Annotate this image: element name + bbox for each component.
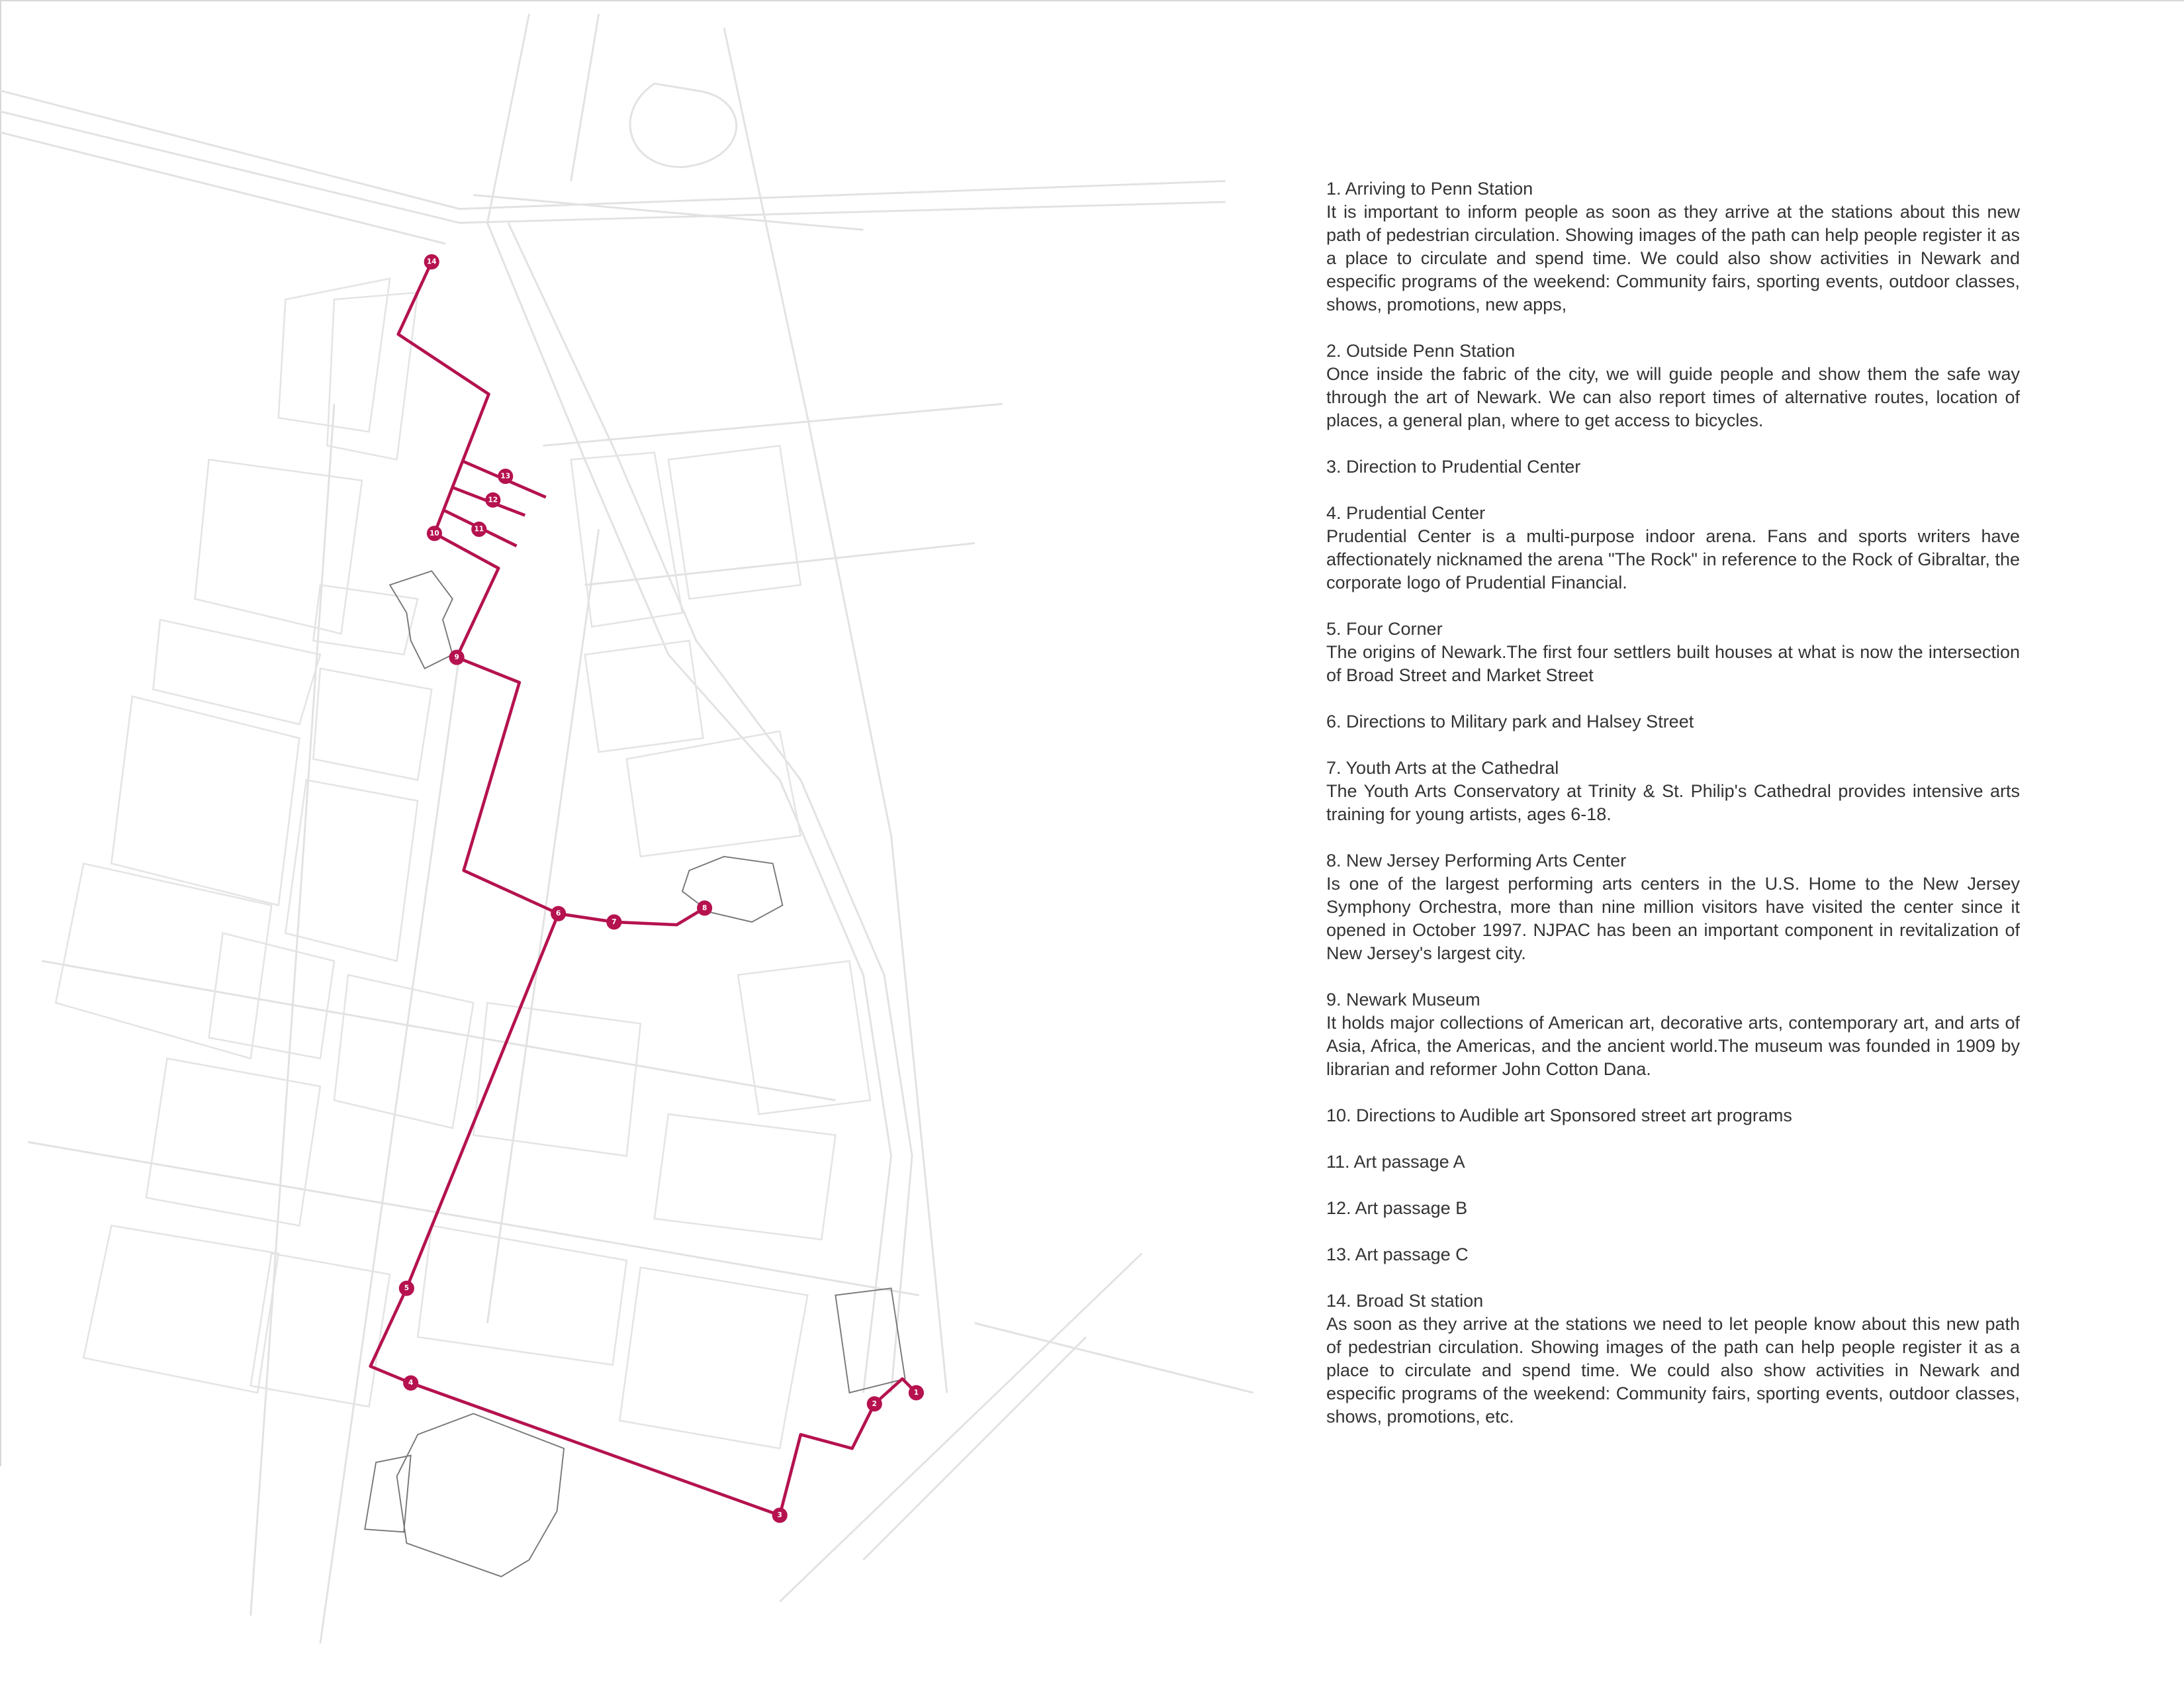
- svg-text:7: 7: [612, 917, 617, 926]
- marker-13[interactable]: [498, 469, 513, 484]
- entry-4: [1326, 502, 2020, 594]
- entry-title: 1. Arriving to Penn Station: [1326, 179, 1533, 199]
- svg-text:2: 2: [872, 1399, 877, 1408]
- entry-desc: The Youth Arts Conservatory at Trinity & St. Philip's Cathedral provides intensive arts training for young artists, ages 6-18.: [1326, 781, 2020, 824]
- marker-6[interactable]: [551, 906, 566, 921]
- entry-desc: Once inside the fabric of the city, we will guide people and show them the safe way through the art of Newark. We can also report times of alternative routes, location of places, a general plan, where to get access to bicycles.: [1326, 364, 2020, 430]
- marker-4[interactable]: [403, 1376, 418, 1391]
- entry-title: 13. Art passage C: [1326, 1244, 1469, 1264]
- entry-6: [1326, 710, 2020, 733]
- entry-title: 12. Art passage B: [1326, 1198, 1468, 1218]
- svg-text:3: 3: [777, 1511, 782, 1520]
- marker-5[interactable]: [399, 1281, 414, 1296]
- entry-13: [1326, 1243, 2020, 1266]
- svg-text:10: 10: [430, 529, 439, 538]
- street-network: [0, 14, 1253, 1644]
- marker-11[interactable]: [471, 522, 486, 537]
- entry-title: 5. Four Corner: [1326, 619, 1443, 639]
- entry-desc: It is important to inform people as soon as they arrive at the stations about this new path of pedestrian circulation. Showing images of the path can help people register it as a place to circulate and spend time. We could also show activities in Newark and especific programs of the weekend: Community fairs, sporting events, outdoor classes, shows, promotions, new apps,: [1326, 202, 2020, 314]
- entry-title: 11. Art passage A: [1326, 1152, 1465, 1172]
- svg-text:4: 4: [408, 1379, 414, 1387]
- entry-title: 8. New Jersey Performing Arts Center: [1326, 851, 1627, 870]
- entry-3: [1326, 455, 2020, 479]
- marker-2[interactable]: [867, 1396, 882, 1411]
- svg-text:1: 1: [913, 1388, 919, 1397]
- stop-descriptions: [1326, 177, 2020, 1452]
- marker-14[interactable]: [424, 254, 439, 269]
- entry-title: 2. Outside Penn Station: [1326, 341, 1516, 361]
- svg-text:11: 11: [474, 525, 484, 534]
- entry-14: [1326, 1289, 2020, 1429]
- marker-7[interactable]: [606, 914, 621, 929]
- marker-3[interactable]: [772, 1508, 788, 1523]
- entry-title: 10. Directions to Audible art Sponsored street art programs: [1326, 1105, 1792, 1125]
- svg-text:13: 13: [500, 472, 511, 481]
- entry-desc: The origins of Newark.The first four settlers built houses at what is now the intersection of Broad Street and Market Street: [1326, 642, 2020, 685]
- entry-desc: Is one of the largest performing arts centers in the U.S. Home to the New Jersey Symphony Orchestra, more than nine million visitors have visited the center since it opened in October 1997. NJPAC has been an important component in revitalization of New Jersey's largest city.: [1326, 874, 2020, 963]
- route-markers: [399, 254, 924, 1523]
- svg-text:12: 12: [488, 496, 498, 504]
- marker-8[interactable]: [697, 900, 712, 915]
- svg-text:6: 6: [556, 910, 561, 918]
- entry-desc: It holds major collections of American art, decorative arts, contemporary art, and arts of Asia, Africa, the Americas, and the ancient world.The museum was founded in 1909 by librarian and reformer John Cotton Dana.: [1326, 1013, 2020, 1079]
- entry-desc: As soon as they arrive at the stations we need to let people know about this new path of pedestrian circulation. Showing images of the path can help people register it as a place to circulate and spend time. We could also show activities in Newark and especific programs of the weekend: Community fairs, sporting events, outdoor classes, shows, promotions, etc.: [1326, 1314, 2020, 1427]
- entry-5: [1326, 618, 2020, 687]
- prudential-center-building: [397, 1414, 564, 1577]
- svg-text:5: 5: [404, 1284, 410, 1293]
- entry-9: [1326, 988, 2020, 1081]
- entry-7: [1326, 757, 2020, 826]
- svg-text:9: 9: [454, 653, 459, 662]
- entry-title: 6. Directions to Military park and Halsey Street: [1326, 712, 1694, 731]
- entry-8: [1326, 849, 2020, 965]
- svg-text:14: 14: [426, 258, 437, 266]
- walking-route: [371, 262, 917, 1516]
- marker-10[interactable]: [427, 526, 442, 541]
- entry-11: [1326, 1150, 2020, 1174]
- entry-12: [1326, 1197, 2020, 1220]
- marker-9[interactable]: [449, 649, 465, 665]
- entry-1: [1326, 177, 2020, 316]
- city-blocks: [56, 279, 870, 1448]
- marker-1[interactable]: [909, 1385, 924, 1400]
- entry-title: 9. Newark Museum: [1326, 990, 1480, 1009]
- marker-12[interactable]: [485, 492, 500, 508]
- entry-2: [1326, 340, 2020, 432]
- entry-10: [1326, 1104, 2020, 1127]
- entry-title: 14. Broad St station: [1326, 1291, 1484, 1311]
- entry-desc: Prudential Center is a multi-purpose indoor arena. Fans and sports writers have affectionately nicknamed the arena "The Rock" in reference to the Rock of Gibraltar, the corporate logo of Prudential Financial.: [1326, 526, 2020, 592]
- entry-title: 4. Prudential Center: [1326, 503, 1486, 523]
- entry-title: 3. Direction to Prudential Center: [1326, 457, 1581, 477]
- svg-text:8: 8: [702, 904, 707, 912]
- entry-title: 7. Youth Arts at the Cathedral: [1326, 758, 1559, 778]
